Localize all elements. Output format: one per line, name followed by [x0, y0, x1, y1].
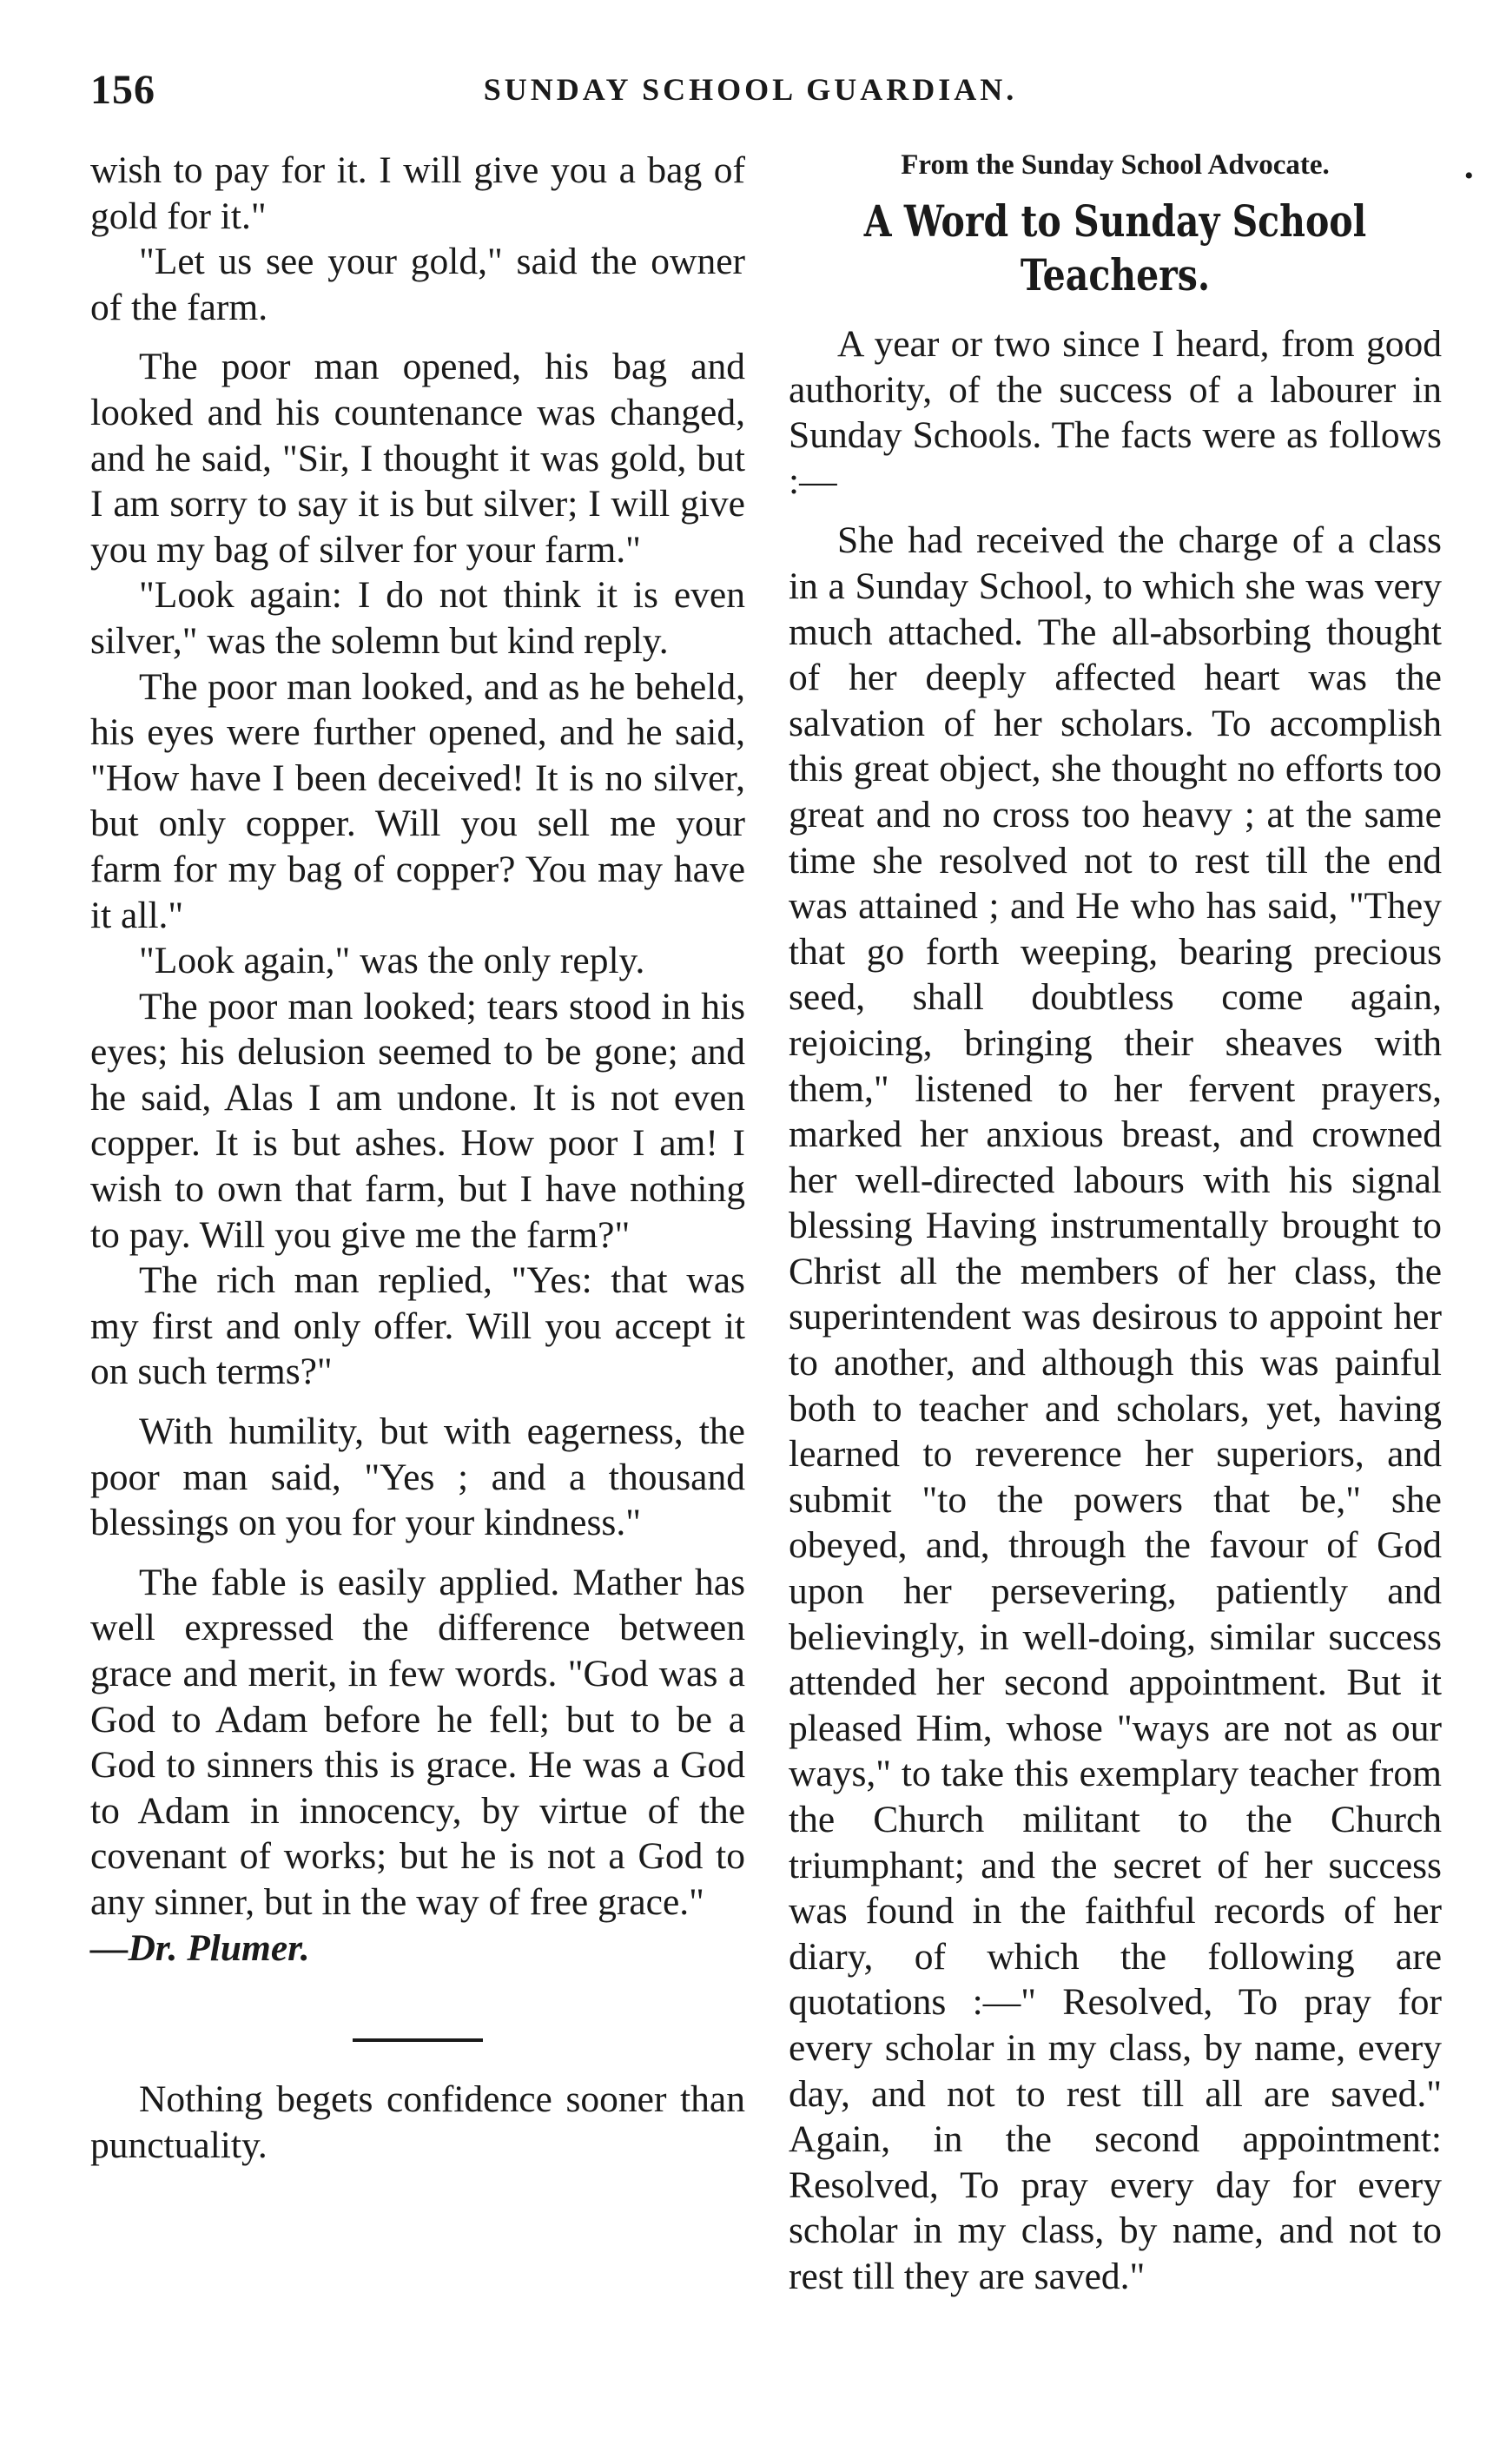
closing-maxim: Nothing begets confidence sooner than punctuality. [90, 2078, 745, 2166]
paragraph: "Let us see your gold," said the owner of the farm. [90, 241, 745, 328]
running-title: SUNDAY SCHOOL GUARDIAN. [483, 72, 1018, 107]
article-source: From the Sunday School Advocate. [901, 149, 1330, 181]
paragraph: The fable is easily applied. Mather has well expressed the difference between grace and merit, in few words. "God was a God to Adam before he fell; but to be a God to sinners this is grace. He was a God to Adam in innocency, by virtue of the covenant of works; but he is not a God to any sinner, but in the way of free grace." [90, 1561, 745, 1923]
page-number: 156 [90, 67, 155, 113]
section-divider [353, 2038, 483, 2042]
paragraph: The poor man looked, and as he beheld, his eyes were further opened, and he said, "How have I been deceived! It is no silver, but only copper. Will you sell me your farm for my bag of copper? You may have it all." [90, 665, 745, 936]
paragraph: A year or two since I heard, from good authority, of the success of a labourer in Sunday Schools. The facts were as follows :— [789, 323, 1442, 502]
paragraph: The poor man opened, his bag and looked and his countenance was changed, and he said, "Sir, I thought it was gold, but I am sorry to say it is but silver; I will give you my bag of silver for your farm." [90, 346, 745, 571]
paragraph: The rich man replied, "Yes: that was my first and only offer. Will you accept it on such terms?" [90, 1259, 745, 1393]
paragraph: She had received the charge of a class in a Sunday School, to which she was very much attached. The all-absorbing thought of her deeply affected heart was the salvation of her scholars. To accomplish this great object, she thought no efforts too great and no cross too heavy ; at the same time she resolved not to rest till the end was attained ; and He who has said, "They that go forth weeping, bearing precious seed, shall doubtless come again, rejoicing, bringing their sheaves with them," listened to her fervent prayers, marked her anxious breast, and crowned her well-directed labours with his signal blessing Having instrumentally brought to Christ all the members of her class, the superintendent was desirous to appoint her to another, and although this was painful both to teacher and scholars, yet, having learned to reverence her superiors, and submit "to the powers that be," she obeyed, and, through the favour of God upon her persevering, patiently and believingly, in well-doing, similar success attended her second appointment. But it pleased Him, whose "ways are not as our ways," to take this exemplary teacher from the Church militant to the Church triumphant; and the secret of her success was found in the faithful records of her diary, of which the following are quotations :—" Resolved, To pray for every scholar in my class, by name, every day, and not to rest till all are saved." Again, in the second appointment: Resolved, To pray every day for every scholar in my class, by name, and not to rest till they are saved." [789, 519, 1442, 2297]
paragraph: With humility, but with eagerness, the poor man said, "Yes ; and a thousand blessings on you for your kindness." [90, 1410, 745, 1544]
paragraph: "Look again," was the only reply. [139, 940, 645, 982]
article-title: A Word to Sunday School Teachers. [863, 195, 1367, 301]
paragraph: The poor man looked; tears stood in his eyes; his delusion seemed to be gone; and he said, Alas I am undone. It is not even copper. It is but ashes. How poor I am! I wish to own that farm, but I have nothing to pay. Will you give me the farm?" [90, 985, 745, 1256]
left-column [90, 148, 745, 2168]
right-column [789, 148, 1442, 2300]
page-header [90, 66, 1410, 118]
paragraph: wish to pay for it. I will give you a bag of gold for it." [90, 149, 745, 237]
attribution: —Dr. Plumer. [90, 1926, 310, 1969]
print-speck: • [1464, 162, 1474, 190]
paragraph: "Look again: I do not think it is even silver," was the solemn but kind reply. [90, 574, 745, 662]
